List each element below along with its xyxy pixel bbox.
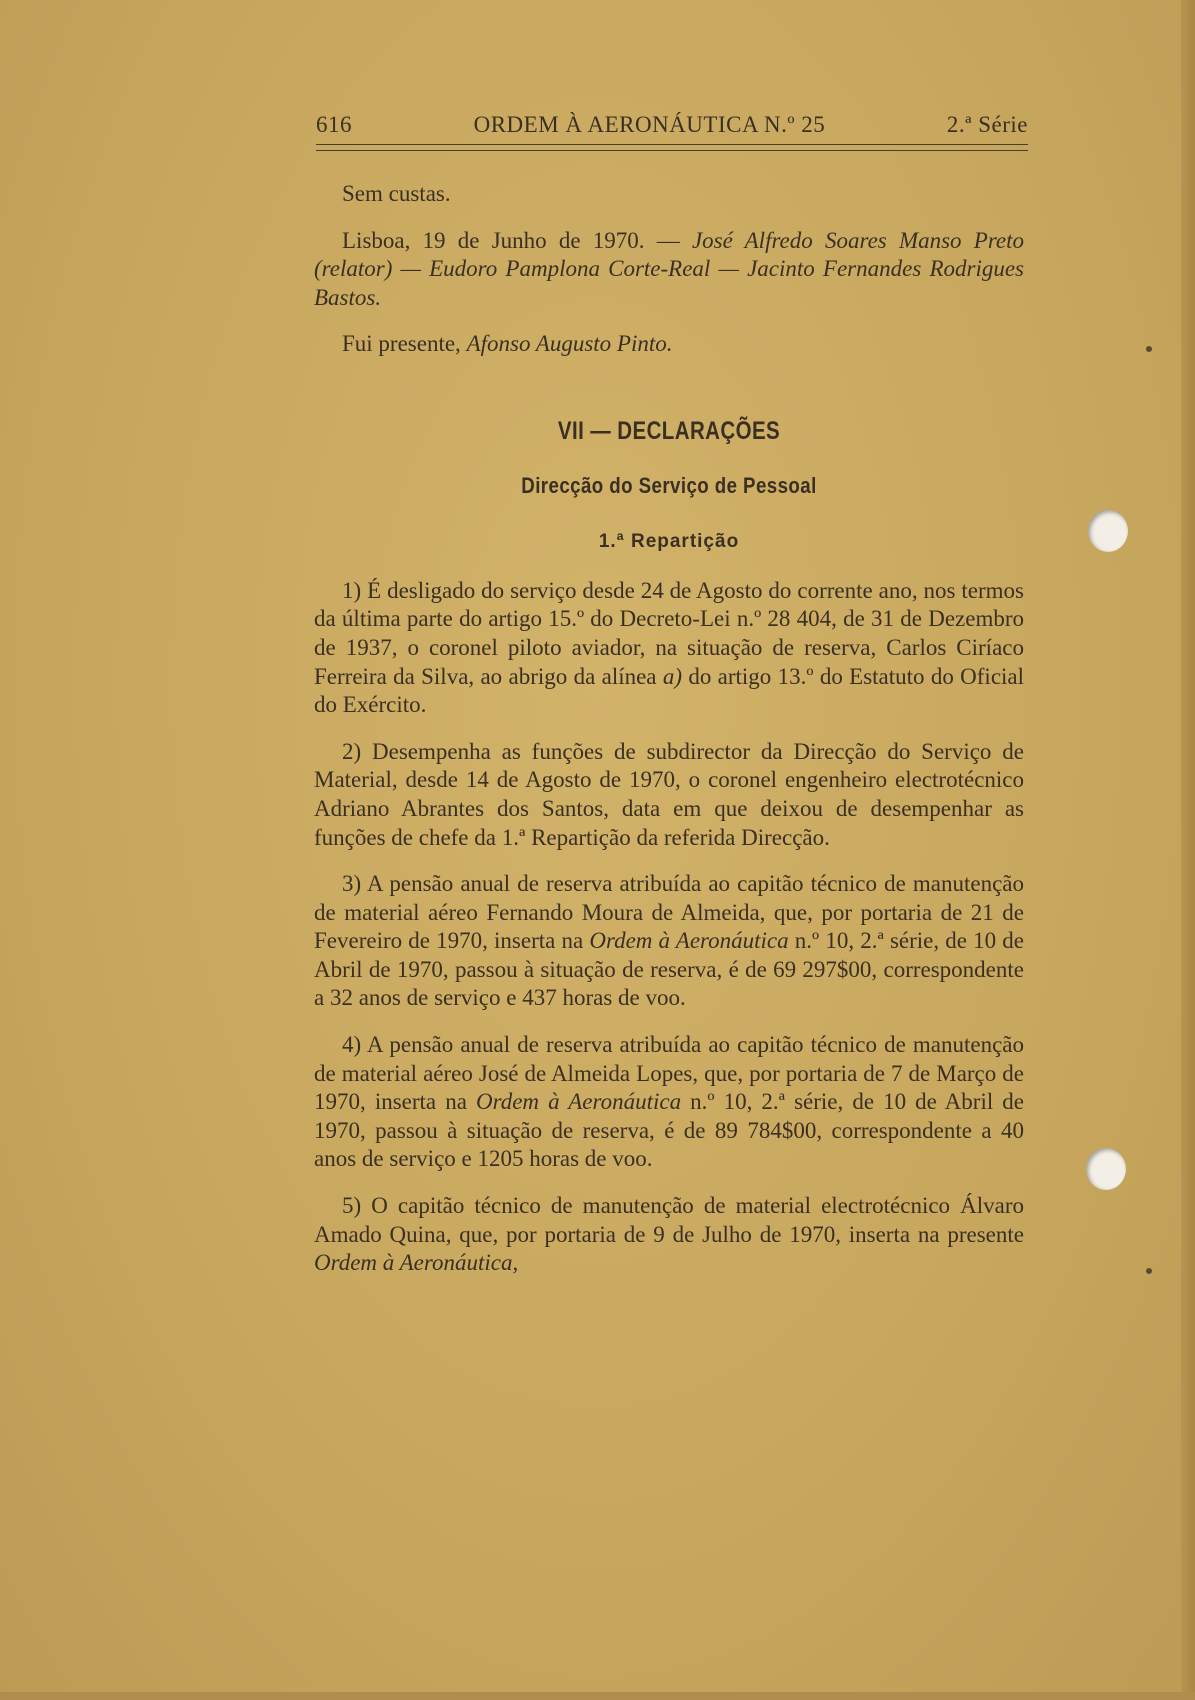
item4-publication: Ordem à Aeronáutica	[475, 1089, 682, 1115]
judges-names: José Alfredo Soares Manso Preto (relator) — Eudoro Pamplona Corte-Real — Jacinto Fernandes Rodrigues Bastos.	[314, 227, 1025, 310]
item5-text-a: 5) O capitão técnico de manutenção de material electrotécnico Álvaro Amado Quina, que, por portaria de 9 de Julho de 1970, inserta na presente	[314, 1193, 1024, 1247]
document-body	[314, 180, 1024, 1296]
repartition-heading: 1.ª Repartição	[598, 531, 740, 553]
signature-block	[314, 227, 1024, 313]
series-label: 2.ª Série	[946, 112, 1028, 137]
item3-text-b: n.º 10, 2.ª série, de 10 de Abril de 1970, passou à situação de reserva, é de 69 297$00, correspondente a 32 anos de serviço e 437 horas de voo.	[314, 928, 1024, 1011]
declaration-item-2: 2) Desempenha as funções de subdirector da Direcção do Serviço de Material, desde 14 de Agosto de 1970, o coronel engenheiro electrotécnico Adriano Abrantes dos Santos, data em que deixou de desempenhar as funções de chefe da 1.ª Repartição da referida Direcção.	[314, 738, 1024, 850]
declaration-item-4	[314, 1031, 1024, 1174]
item3-publication: Ordem à Aeronáutica	[589, 928, 789, 954]
item3-text-a: 3) A pensão anual de reserva atribuída ao capitão técnico de manutenção de material aéreo Fernando Moura de Almeida, que, por portaria de 21 de Fevereiro de 1970, inserta na	[314, 871, 1024, 954]
sem-custas: Sem custas.	[342, 181, 451, 206]
declaration-item-1	[314, 577, 1024, 720]
declaration-item-3	[314, 870, 1024, 1013]
punch-hole-icon	[1088, 510, 1128, 552]
date-line: Lisboa, 19 de Junho de 1970. —	[342, 227, 680, 253]
section-title: VII — DECLARAÇÕES	[557, 416, 781, 445]
paper-edge-bottom	[0, 1692, 1195, 1700]
present-line	[314, 330, 1024, 359]
item1-end: do artigo 13.º do Estatuto do Oficial do Exército.	[314, 663, 1025, 718]
paper-edge-right	[1181, 0, 1195, 1700]
punch-hole-icon	[1086, 1148, 1126, 1190]
present-name: Afonso Augusto Pinto.	[466, 331, 673, 357]
page-header	[316, 112, 1028, 145]
item1-alinea: a)	[662, 663, 683, 689]
item4-text-a: 4) A pensão anual de reserva atribuída ao capitão técnico de manutenção de material aéreo José de Almeida Lopes, que, por portaria de 7 de Março de 1970, inserta na	[314, 1032, 1024, 1115]
publication-title: ORDEM À AERONÁUTICA N.º 25	[473, 112, 826, 137]
item1-text: 1) É desligado do serviço desde 24 de Agosto do corrente ano, nos termos da última parte do artigo 15.º do Decreto-Lei n.º 28 404, de 31 de Dezembro de 1937, o coronel piloto aviador, na situação de reserva, Carlos Ciríaco Ferreira da Silva, ao abrigo da alínea	[314, 577, 1024, 689]
page-number: 616	[316, 112, 352, 137]
header-rule	[316, 150, 1028, 151]
speck-mark	[1146, 346, 1152, 352]
section-subtitle: Direcção do Serviço de Pessoal	[521, 472, 817, 498]
item4-text-b: n.º 10, 2.ª série, de 10 de Abril de 1970, passou à situação de reserva, é de 89 784$00, correspondente a 40 anos de serviço e 1205 horas de voo.	[314, 1089, 1025, 1172]
declaration-item-5	[314, 1192, 1024, 1278]
item5-publication: Ordem à Aeronáutica,	[314, 1250, 519, 1276]
present-prefix: Fui presente,	[342, 331, 461, 357]
speck-mark	[1146, 1268, 1152, 1274]
